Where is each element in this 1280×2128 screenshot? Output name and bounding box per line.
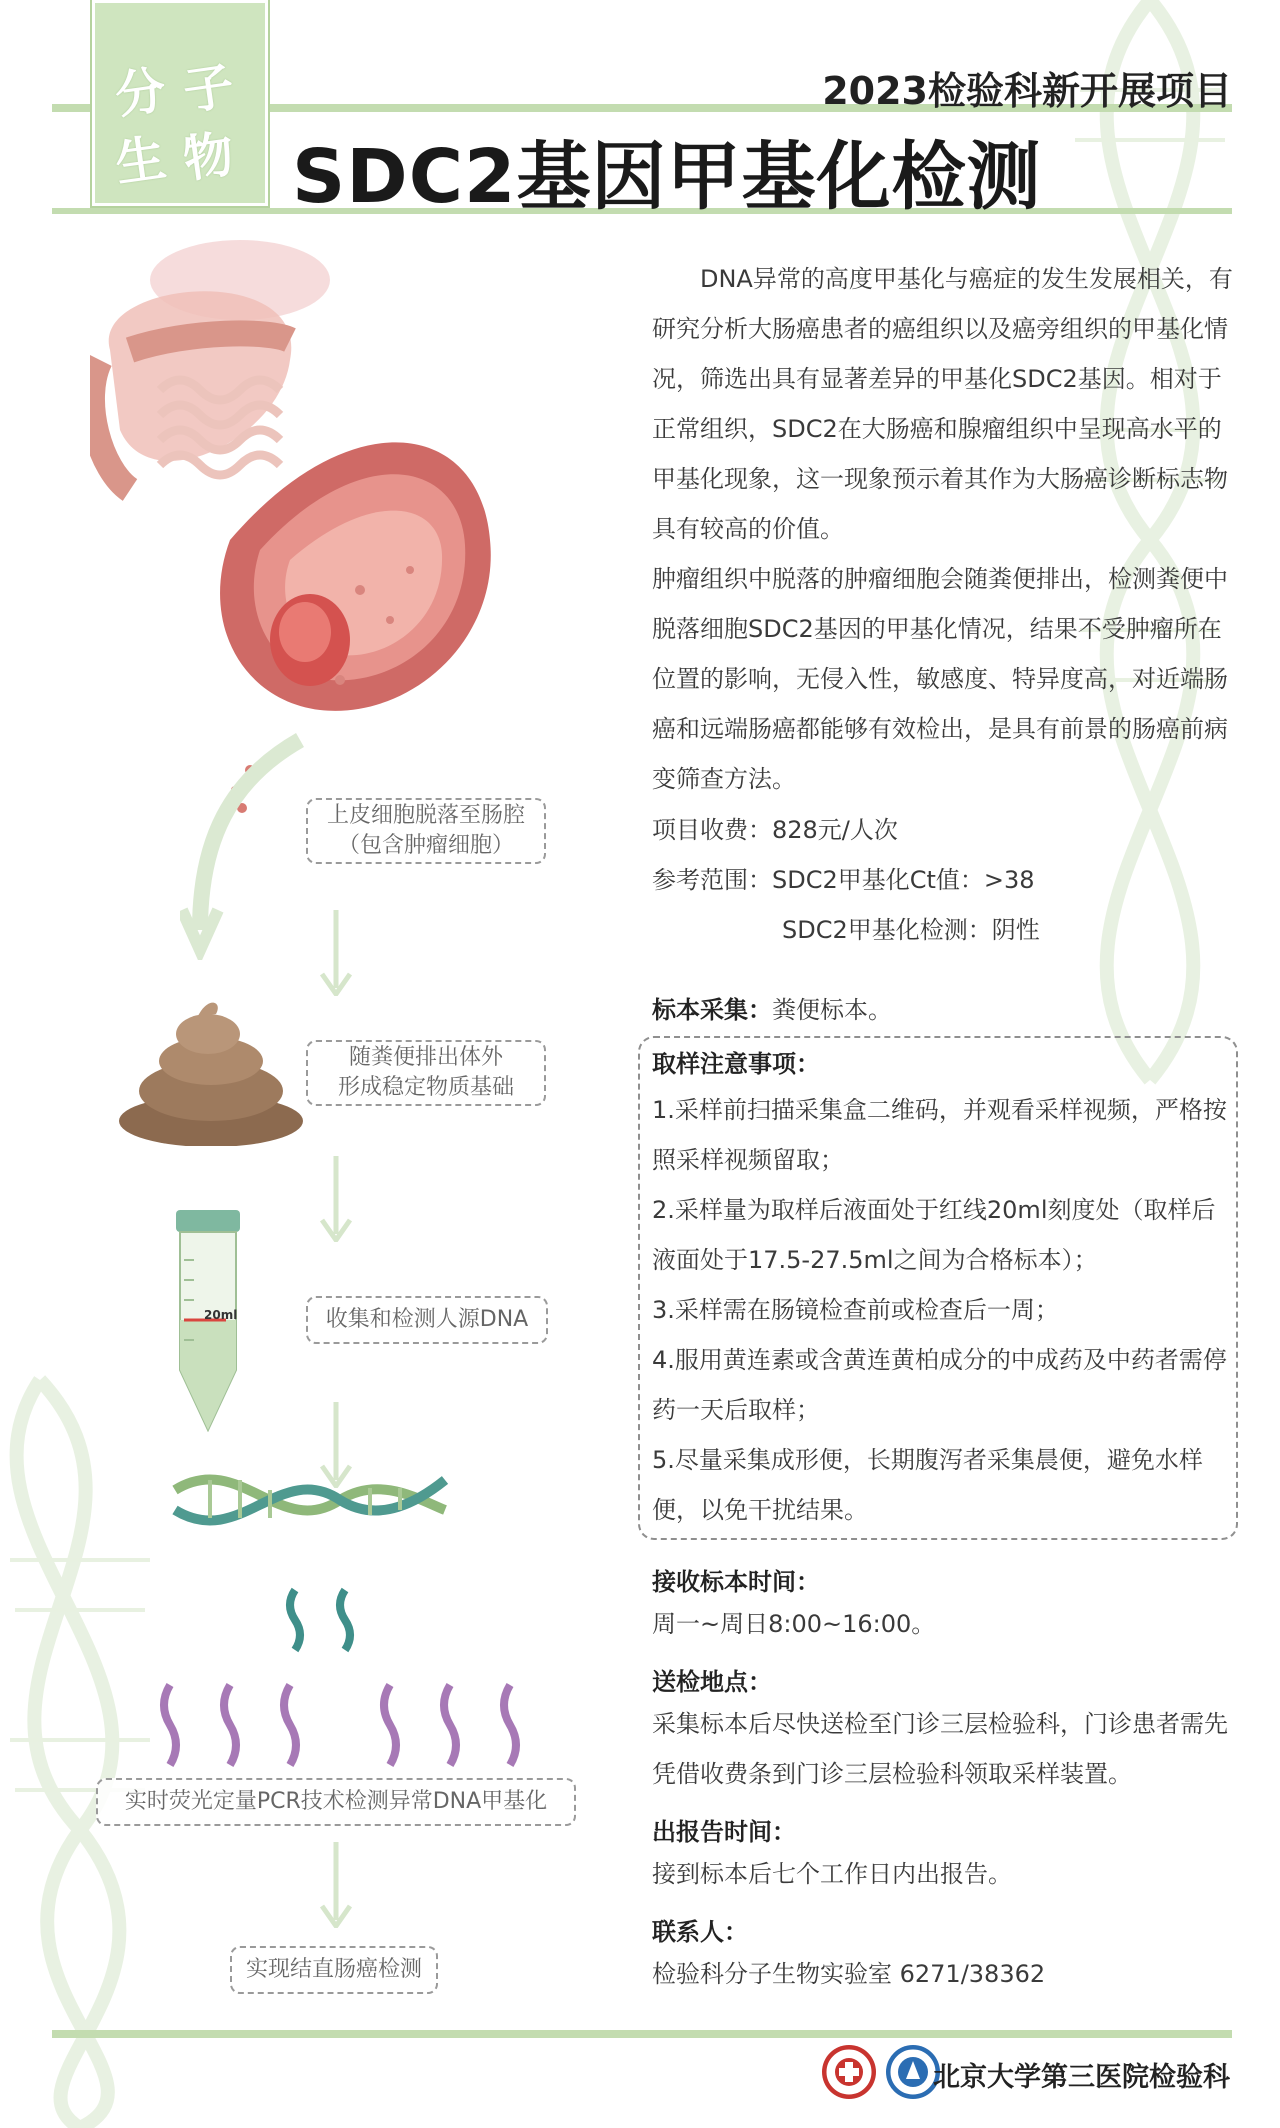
specimen-label: 标本采集：: [652, 996, 772, 1024]
dna-fragments-illustration: [140, 1680, 540, 1770]
lab-emblem-icon: [886, 2045, 940, 2099]
reference-line-1: SDC2甲基化Ct值：>38: [772, 866, 1035, 894]
logo-char: 生: [111, 127, 170, 194]
header-subtitle: 2023检验科新开展项目: [822, 69, 1232, 113]
report-text: 接到标本后七个工作日内出报告。: [652, 1860, 1012, 1888]
flow-step-pcr-text: 实时荧光定量PCR技术检测异常DNA甲基化: [124, 1789, 548, 1814]
intro-paragraph-1: DNA异常的高度甲基化与癌症的发生发展相关，有研究分析大肠癌患者的癌组织以及癌旁组织的甲基化情况，筛选出具有显著差异的甲基化SDC2基因。相对于正常组织，SDC2在大肠癌和腺瘤组织中呈现高水平的甲基化现象，这一现象预示着其作为大肠癌诊断标志物具有较高的价值。: [652, 265, 1233, 543]
dna-helix-illustration: [170, 1460, 450, 1670]
flow-step-excretion-line2: 形成稳定物质基础: [337, 1075, 514, 1100]
flow-step-shedding: [306, 798, 546, 864]
intro-section: [652, 254, 1236, 804]
notes-heading: 取样注意事项：: [652, 1050, 820, 1078]
flow-step-collect-text: 收集和检测人源DNA: [325, 1307, 529, 1332]
receive-heading: 接收标本时间：: [652, 1568, 820, 1596]
reference-line-2: SDC2甲基化检测：阴性: [782, 916, 1040, 944]
notes-list: [652, 1085, 1236, 1535]
notes-item: 2.采样量为取样后液面处于红线20ml刻度处（取样后液面处于17.5-27.5ml之间为合格标本）；: [652, 1196, 1216, 1274]
flow-step-excretion: [306, 1040, 546, 1106]
logo-char: 分: [111, 59, 170, 126]
flow-step-shedding-line1: 上皮细胞脱落至肠腔: [326, 803, 525, 828]
page-title: SDC2基因甲基化检测: [292, 134, 1042, 220]
hospital-emblem-icon: [822, 2045, 876, 2099]
notes-item: 1.采样前扫描采集盒二维码，并观看采样视频，严格按照采样视频留取；: [652, 1096, 1227, 1174]
flow-step-pcr: [96, 1778, 576, 1826]
flow-step-collect: [306, 1296, 548, 1344]
notes-item: 4.服用黄连素或含黄连黄柏成分的中成药及中药者需停药一天后取样；: [652, 1346, 1227, 1424]
reference-label: 参考范围：: [652, 866, 772, 894]
fee-label: 项目收费：: [652, 816, 772, 844]
reference-row-2: [782, 905, 1040, 955]
flow-arrow-down: [318, 1842, 354, 1928]
specimen-value: 粪便标本。: [772, 996, 892, 1024]
molecular-biology-logo: [92, 0, 268, 206]
flow-step-shedding-line2: （包含肿瘤细胞）: [337, 833, 514, 858]
notes-item: 5.尽量采集成形便，长期腹泻者采集晨便，避免水样便，以免干扰结果。: [652, 1446, 1203, 1524]
footer-rule: [52, 2030, 1232, 2038]
logo-char: 子: [179, 55, 238, 122]
logo-char: 物: [179, 123, 238, 190]
reference-row: [652, 855, 1035, 905]
location-text: 采集标本后尽快送检至门诊三层检验科，门诊患者需先凭借收费条到门诊三层检验科领取采样装置。: [652, 1710, 1228, 1788]
intestine-illustration: [90, 240, 510, 760]
contact-text: 检验科分子生物实验室 6271/38362: [652, 1960, 1046, 1988]
flow-arrow-down: [318, 1156, 354, 1242]
flow-step-result-text: 实现结直肠癌检测: [245, 1957, 422, 1982]
fee-row: [652, 805, 898, 855]
contact-heading: 联系人：: [652, 1918, 748, 1946]
tube-volume-label: 20ml: [204, 1308, 238, 1322]
flow-step-excretion-line1: 随粪便排出体外: [348, 1045, 503, 1070]
fee-value: 828元/人次: [772, 816, 898, 844]
flow-step-result: [230, 1946, 438, 1994]
stool-illustration: [118, 996, 304, 1146]
report-heading: 出报告时间：: [652, 1818, 796, 1846]
specimen-row: [652, 985, 892, 1035]
flow-arrow-down: [318, 910, 354, 996]
notes-item: 3.采样需在肠镜检查前或检查后一周；: [652, 1296, 1059, 1324]
location-heading: 送检地点：: [652, 1668, 772, 1696]
footer-organization: 北京大学第三医院检验科: [933, 2062, 1230, 2093]
receive-text: 周一~周日8:00~16:00。: [652, 1610, 936, 1638]
intro-paragraph-2: 肿瘤组织中脱落的肿瘤细胞会随粪便排出，检测粪便中脱落细胞SDC2基因的甲基化情况，结果不受肿瘤所在位置的影响，无侵入性，敏感度、特异度高，对近端肠癌和远端肠癌都能够有效检出，是具有前景的肠癌前病变筛查方法。: [652, 565, 1228, 793]
